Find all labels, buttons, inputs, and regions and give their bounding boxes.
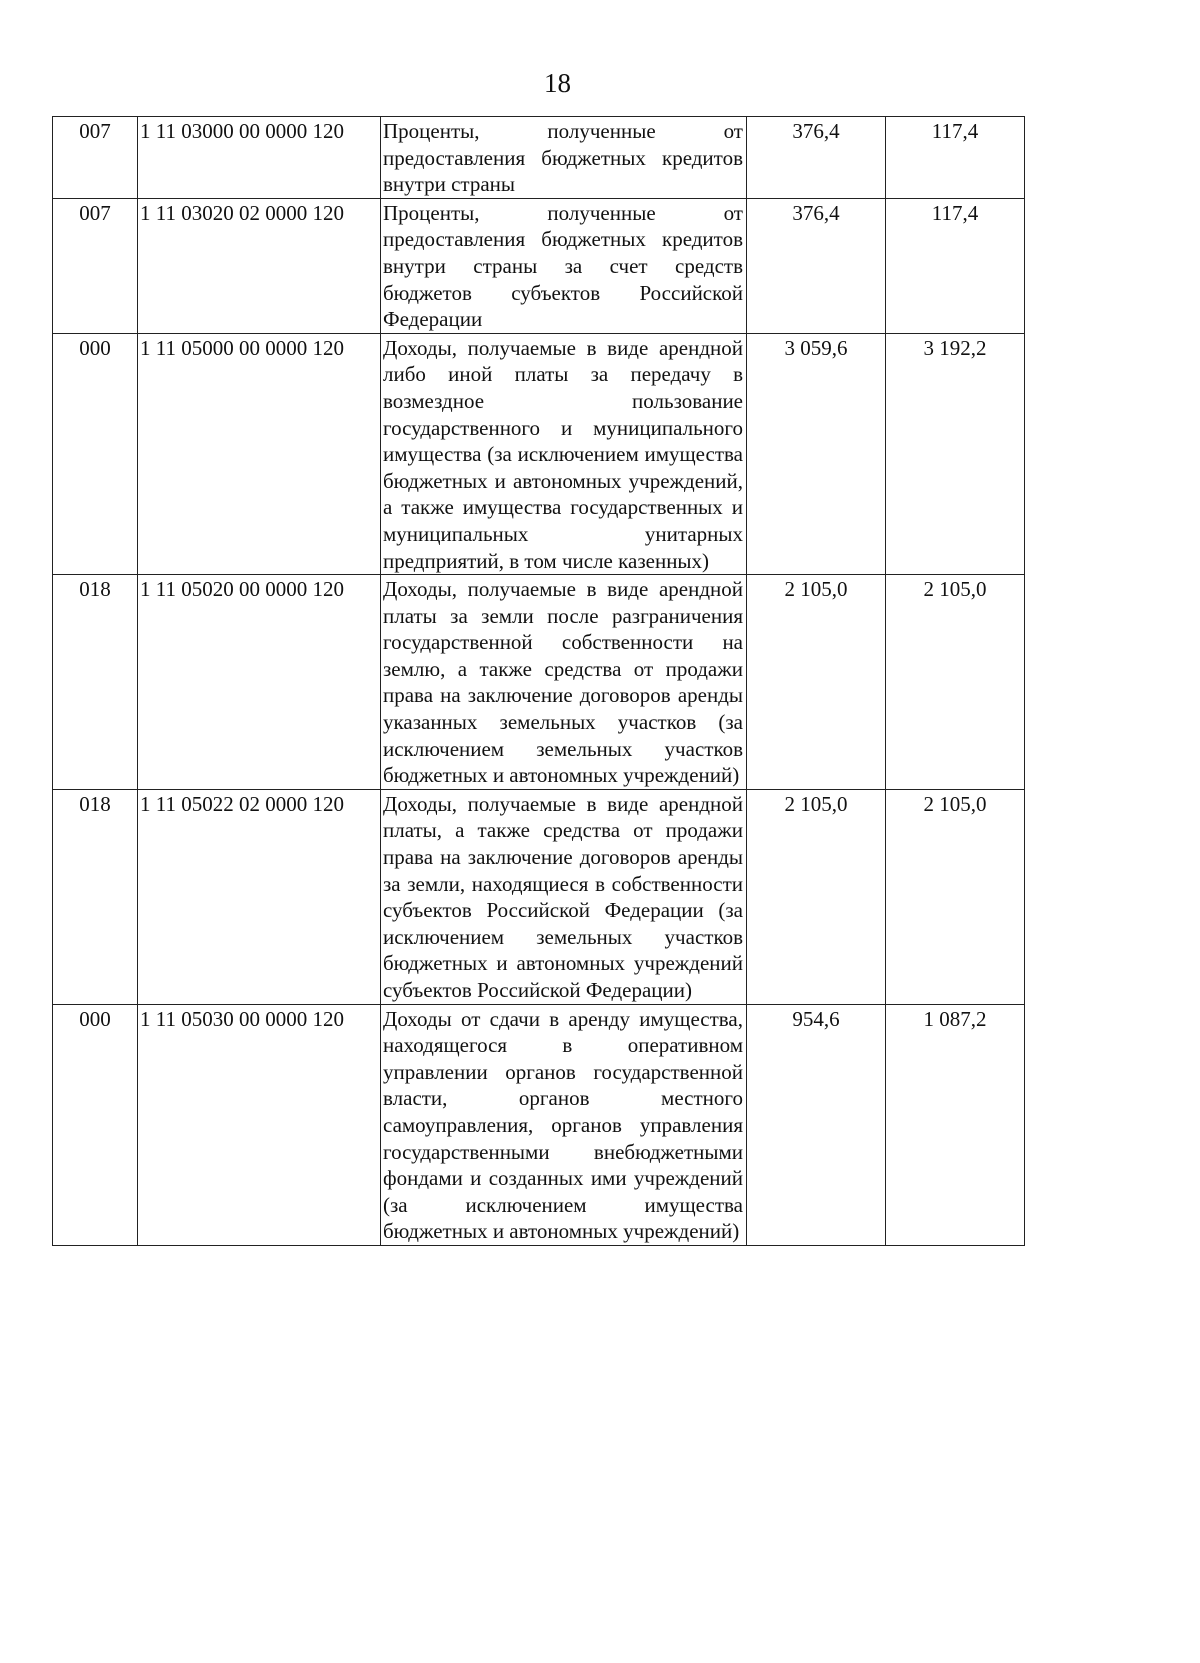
- page-number: 18: [544, 68, 571, 98]
- budget-revenue-table: [52, 116, 1025, 1246]
- value-2-cell: 3 192,2: [886, 333, 1025, 574]
- value-1-cell: 3 059,6: [747, 333, 886, 574]
- value-2-cell: 117,4: [886, 117, 1025, 199]
- income-code-cell: 1 11 05000 00 0000 120: [138, 333, 381, 574]
- income-code-cell: 1 11 03000 00 0000 120: [138, 117, 381, 199]
- income-code-cell: 1 11 05030 00 0000 120: [138, 1004, 381, 1245]
- value-1-cell: 2 105,0: [747, 789, 886, 1004]
- admin-code-cell: 018: [53, 789, 138, 1004]
- value-1-cell: 376,4: [747, 117, 886, 199]
- admin-code-cell: 000: [53, 1004, 138, 1245]
- value-2-cell: 1 087,2: [886, 1004, 1025, 1245]
- income-code-cell: 1 11 05022 02 0000 120: [138, 789, 381, 1004]
- table-row: [53, 117, 1025, 199]
- table-row: [53, 789, 1025, 1004]
- value-2-cell: 117,4: [886, 198, 1025, 333]
- admin-code-cell: 000: [53, 333, 138, 574]
- income-name-cell: Доходы, получаемые в виде арендной платы, а также средства от продажи права на заключение договоров аренды за земли, находящиеся в собственности субъектов Российской Федерации (за исключением земельных участков бюджетных и автономных учреждений субъектов Российской Федерации): [381, 789, 747, 1004]
- income-name-cell: Проценты, полученные от предоставления бюджетных кредитов внутри страны: [381, 117, 747, 199]
- value-1-cell: 2 105,0: [747, 575, 886, 790]
- income-name-cell: Доходы, получаемые в виде арендной платы за земли после разграничения государственной собственности на землю, а также средства от продажи права на заключение договоров аренды указанных земельных участков (за исключением земельных участков бюджетных и автономных учреждений): [381, 575, 747, 790]
- value-2-cell: 2 105,0: [886, 575, 1025, 790]
- value-2-cell: 2 105,0: [886, 789, 1025, 1004]
- income-name-cell: Доходы от сдачи в аренду имущества, находящегося в оперативном управлении органов государственной власти, органов местного самоуправления, органов управления государственными внебюджетными фондами и созданных ими учреждений (за исключением имущества бюджетных и автономных учреждений): [381, 1004, 747, 1245]
- table-row: [53, 1004, 1025, 1245]
- admin-code-cell: 018: [53, 575, 138, 790]
- income-name-cell: Проценты, полученные от предоставления бюджетных кредитов внутри страны за счет средств бюджетов субъектов Российской Федерации: [381, 198, 747, 333]
- admin-code-cell: 007: [53, 198, 138, 333]
- value-1-cell: 376,4: [747, 198, 886, 333]
- value-1-cell: 954,6: [747, 1004, 886, 1245]
- income-name-cell: Доходы, получаемые в виде арендной либо иной платы за передачу в возмездное пользование государственного и муниципального имущества (за исключением имущества бюджетных и автономных учреждений, а также имущества государственных и муниципальных унитарных предприятий, в том числе казенных): [381, 333, 747, 574]
- table-row: [53, 198, 1025, 333]
- income-code-cell: 1 11 05020 00 0000 120: [138, 575, 381, 790]
- admin-code-cell: 007: [53, 117, 138, 199]
- table-row: [53, 333, 1025, 574]
- income-code-cell: 1 11 03020 02 0000 120: [138, 198, 381, 333]
- table-row: [53, 575, 1025, 790]
